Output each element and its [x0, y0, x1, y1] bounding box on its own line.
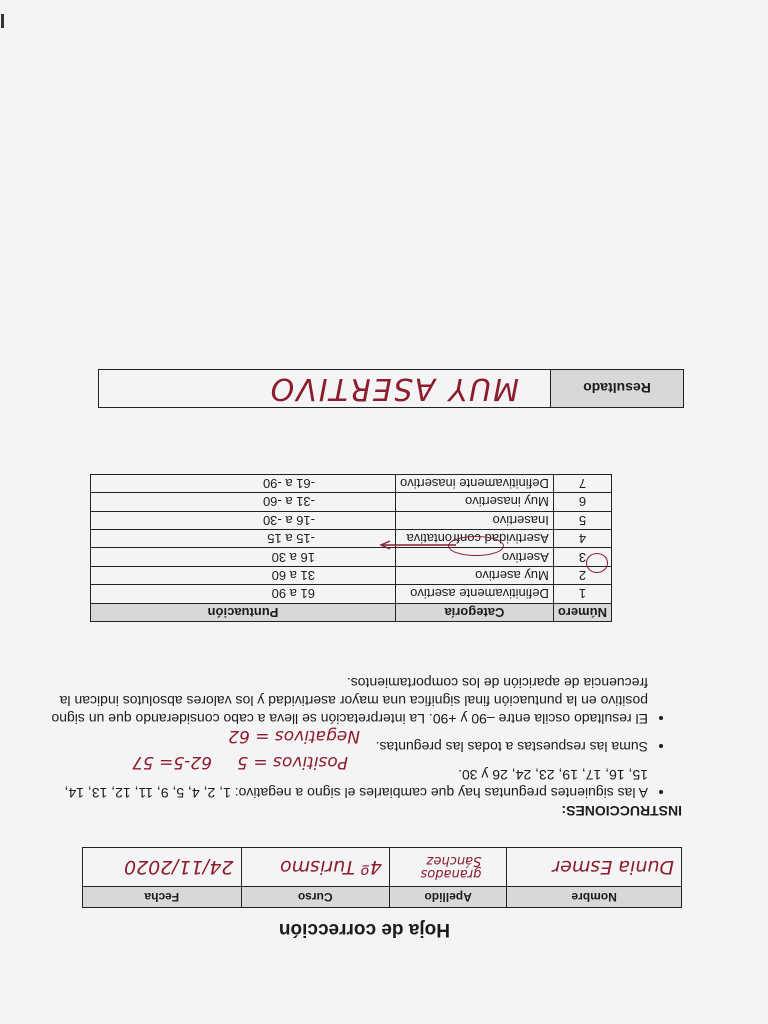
apellido-value-2: Sánchez — [426, 853, 482, 868]
row-category: Definitivamente asertivo — [396, 585, 554, 603]
table-row — [91, 511, 612, 529]
row-number: 7 — [553, 474, 611, 492]
header-categoria: Categoría — [396, 603, 554, 621]
table-row — [91, 493, 612, 511]
student-info-table — [82, 847, 682, 908]
fecha-value: 24/11/2020 — [124, 856, 234, 878]
row-range: -16 a -30 — [91, 511, 396, 529]
row-category: Muy inasertivo — [396, 493, 554, 511]
row-number: 3 — [553, 548, 611, 566]
row-range: -15 a 15 — [91, 530, 396, 548]
row-number: 4 — [553, 530, 611, 548]
nombre-cell — [507, 848, 682, 887]
row-category: Inasertivo — [396, 511, 554, 529]
scan-edge-mark — [1, 14, 4, 28]
result-table — [98, 369, 684, 408]
arrow-icon — [378, 540, 458, 550]
circle-mark-number — [586, 553, 608, 573]
header-apellido: Apellido — [389, 887, 506, 908]
result-cell — [99, 370, 551, 408]
instruction-item: • A las siguientes preguntas hay que cambiarles el signo a negativo: 1, 2, 4, 5, 9, 11, 12, 13, 14, 15, 16, 17, 19, 23, 24, 26 y 30. — [48, 766, 648, 802]
table-row — [91, 530, 612, 548]
apellido-value-1: granados — [420, 866, 482, 881]
row-category: Muy asertivo — [396, 566, 554, 584]
apellido-cell — [389, 848, 506, 887]
curso-value: 4º Turismo — [280, 856, 382, 878]
result-label: Resultado — [551, 370, 684, 408]
fecha-cell — [83, 848, 242, 887]
row-range: -31 a -60 — [91, 493, 396, 511]
row-range: -61 a -90 — [91, 474, 396, 492]
row-number: 6 — [553, 493, 611, 511]
row-category: Definitivamente inasertivo — [396, 474, 554, 492]
table-row — [91, 585, 612, 603]
row-number: 1 — [553, 585, 611, 603]
positivos-note: Positivos = 5 — [237, 752, 348, 772]
result-value: MUY ASERTIVO — [268, 371, 519, 406]
table-row — [91, 474, 612, 492]
curso-cell — [241, 848, 389, 887]
header-puntuacion: Puntuación — [91, 603, 396, 621]
row-category: Asertivo — [396, 548, 554, 566]
page-title: Hoja de corrección — [278, 919, 450, 940]
row-range: 16 a 30 — [91, 548, 396, 566]
negativos-note: Negativos = 62 — [228, 726, 360, 746]
instructions-heading: INSTRUCCIONES: — [561, 803, 682, 819]
table-row — [91, 566, 612, 584]
instruction-item: • Suma las respuestas a todas las preguntas. — [48, 738, 648, 756]
header-nombre: Nombre — [507, 887, 682, 908]
header-curso: Curso — [241, 887, 389, 908]
instruction-item: • El resultado oscila entre –90 y +90. La interpretación se lleva a cabo considerando que un signo positivo en la puntuación final significa una mayor asertividad y los valores absolutos indican la frecuencia de aparición de los comportamientos. — [48, 674, 648, 728]
header-fecha: Fecha — [83, 887, 242, 908]
score-table — [90, 474, 612, 622]
calc-note: 62-5= 57 — [132, 752, 212, 772]
row-range: 31 a 60 — [91, 566, 396, 584]
row-number: 2 — [553, 566, 611, 584]
row-range: 61 a 90 — [91, 585, 396, 603]
instructions-list — [48, 664, 672, 802]
row-number: 5 — [553, 511, 611, 529]
header-numero: Número — [553, 603, 611, 621]
nombre-value: Dunia Esmer — [552, 856, 674, 878]
table-row — [91, 548, 612, 566]
row-category: Asertividad confrontativa — [396, 530, 554, 548]
